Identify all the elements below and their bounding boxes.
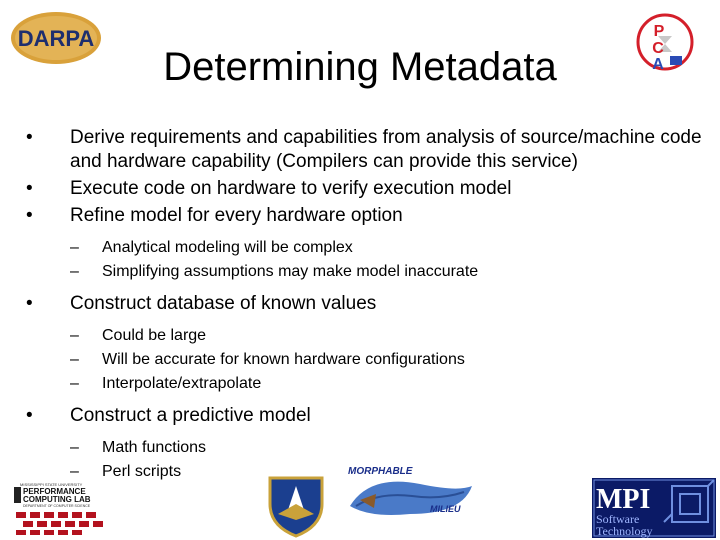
bullet-mark: • bbox=[26, 127, 33, 148]
bullet-item bbox=[26, 177, 706, 201]
sub-bullet-mark: – bbox=[70, 439, 79, 456]
sub-bullet-text: Could be large bbox=[102, 327, 207, 344]
pca-letter-c: C bbox=[652, 40, 664, 57]
sub-bullet-item bbox=[26, 262, 706, 282]
pca-letter-p: P bbox=[653, 23, 665, 40]
hpc-line3: COMPUTING LAB bbox=[23, 495, 91, 504]
hpc-line4: DEPARTMENT OF COMPUTER SCIENCE bbox=[23, 504, 91, 508]
morphable-line1: MORPHABLE bbox=[348, 466, 413, 477]
bullet-item bbox=[26, 126, 706, 174]
bullet-text: Derive requirements and capabilities from analysis of source/machine code and hardware capability (Compilers can provide this service) bbox=[70, 127, 702, 172]
mpi-software-technology-logo bbox=[592, 478, 716, 538]
sub-bullet-item bbox=[26, 350, 706, 370]
hpc-lab-logo bbox=[14, 480, 110, 536]
bullet-mark: • bbox=[26, 405, 33, 426]
bullet-item bbox=[26, 204, 706, 228]
darpa-logo-text: DARPA bbox=[17, 26, 95, 51]
mpi-line1: MPI bbox=[596, 484, 651, 515]
morphable-line2: MILIEU bbox=[430, 504, 461, 514]
mpi-line3: Technology bbox=[596, 524, 653, 538]
bullet-mark: • bbox=[26, 178, 33, 199]
bullet-text: Construct a predictive model bbox=[70, 405, 311, 426]
mpi-line2: Software bbox=[596, 512, 640, 526]
sub-bullet-text: Interpolate/extrapolate bbox=[102, 375, 262, 392]
sub-bullet-text: Perl scripts bbox=[102, 463, 182, 480]
bullet-item bbox=[26, 404, 706, 428]
sub-bullet-text: Math functions bbox=[102, 439, 207, 456]
bullet-mark: • bbox=[26, 205, 33, 226]
sub-bullet-item bbox=[26, 438, 706, 458]
bullet-list bbox=[26, 126, 706, 486]
sub-bullet-text: Analytical modeling will be complex bbox=[102, 239, 353, 256]
sub-bullet-item bbox=[26, 238, 706, 258]
sub-bullet-text: Will be accurate for known hardware configurations bbox=[102, 351, 465, 368]
bullet-text: Construct database of known values bbox=[70, 293, 377, 314]
shield-logo bbox=[266, 474, 326, 538]
sub-bullet-mark: – bbox=[70, 351, 79, 368]
sub-bullet-mark: – bbox=[70, 263, 79, 280]
morphable-milieu-logo bbox=[340, 462, 478, 526]
slide-title: Determining Metadata bbox=[163, 45, 557, 89]
bullet-text: Refine model for every hardware option bbox=[70, 205, 403, 226]
bullet-text: Execute code on hardware to verify execution model bbox=[70, 178, 512, 199]
sub-bullet-mark: – bbox=[70, 463, 79, 480]
pca-letter-a: A bbox=[652, 56, 664, 72]
sub-bullet-mark: – bbox=[70, 239, 79, 256]
sub-bullet-item bbox=[26, 326, 706, 346]
sub-bullet-item bbox=[26, 374, 706, 394]
hpc-line2: PERFORMANCE bbox=[23, 487, 86, 496]
sub-bullet-text: Simplifying assumptions may make model inaccurate bbox=[102, 263, 479, 280]
hpc-line1: MISSISSIPPI STATE UNIVERSITY bbox=[20, 482, 83, 487]
sub-bullet-mark: – bbox=[70, 375, 79, 392]
sub-bullet-mark: – bbox=[70, 327, 79, 344]
bullet-mark: • bbox=[26, 293, 33, 314]
bullet-item bbox=[26, 292, 706, 316]
